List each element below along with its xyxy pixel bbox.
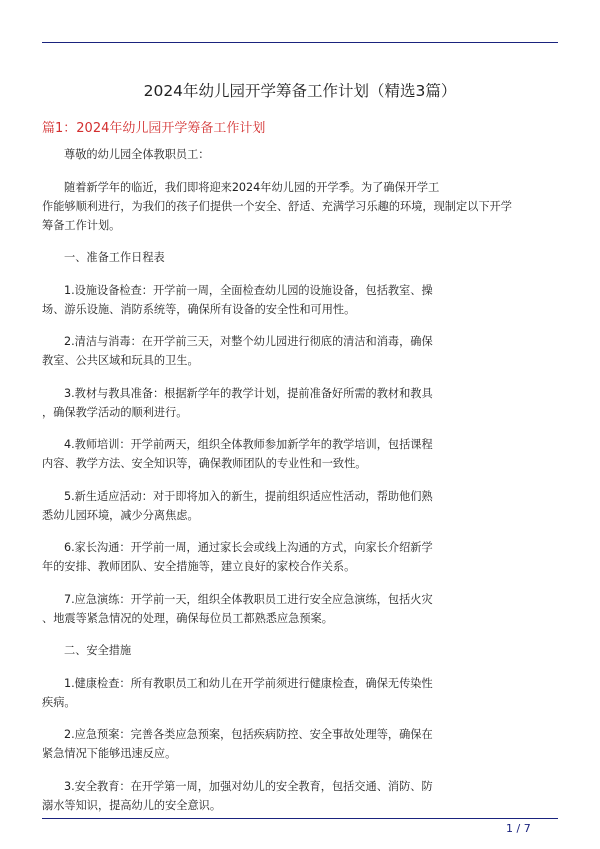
paragraph-line: 1.设施设备检查：开学前一周，全面检查幼儿园的设施设备，包括教室、操 bbox=[64, 283, 433, 297]
paragraph-line: 、地震等紧急情况的处理，确保每位员工都熟悉应急预案。 bbox=[42, 611, 333, 625]
paragraph-line: 场、游乐设施、消防系统等，确保所有设备的安全性和可用性。 bbox=[42, 302, 356, 316]
paragraph bbox=[42, 674, 558, 712]
paragraph-line: 尊敬的幼儿园全体教职员工： bbox=[64, 148, 210, 161]
paragraph bbox=[42, 590, 558, 628]
paragraph-line: 5.新生适应活动：对于即将加入的新生，提前组织适应性活动，帮助他们熟 bbox=[64, 489, 433, 503]
paragraph-line: 3.教材与教具准备：根据新学年的教学计划，提前准备好所需的教材和教具 bbox=[64, 386, 433, 400]
paragraph-line: 3.安全教育：在开学第一周，加强对幼儿的安全教育，包括交通、消防、防 bbox=[64, 779, 433, 793]
paragraph bbox=[42, 248, 558, 267]
paragraph-line: 2.应急预案：完善各类应急预案，包括疾病防控、安全事故处理等，确保在 bbox=[64, 728, 433, 741]
paragraph bbox=[42, 332, 558, 370]
paragraph bbox=[42, 777, 558, 815]
paragraph-line: 紧急情况下能够迅速反应。 bbox=[42, 747, 177, 760]
paragraph-line: 悉幼儿园环境，减少分离焦虑。 bbox=[42, 508, 199, 522]
paragraph-line: 6.家长沟通：开学前一周，通过家长会或线上沟通的方式，向家长介绍新学 bbox=[64, 541, 433, 554]
footer-rule bbox=[42, 818, 558, 819]
paragraph-line: 7.应急演练：开学前一天，组织全体教职员工进行安全应急演练，包括火灾 bbox=[64, 592, 433, 606]
paragraph bbox=[42, 725, 558, 763]
paragraph-line: 4.教师培训：开学前两天，组织全体教师参加新学年的教学培训，包括课程 bbox=[64, 438, 433, 451]
header-rule bbox=[42, 42, 558, 43]
paragraph bbox=[42, 435, 558, 473]
paragraph-line: 2.清洁与消毒：在开学前三天，对整个幼儿园进行彻底的清洁和消毒，确保 bbox=[64, 335, 433, 348]
paragraph-line: 年的安排、教师团队、安全措施等，建立良好的家校合作关系。 bbox=[42, 560, 356, 573]
paragraph bbox=[42, 281, 558, 319]
document-title: 2024年幼儿园开学筹备工作计划（精选3篇） bbox=[143, 82, 457, 100]
paragraph-line: 一、准备工作日程表 bbox=[64, 251, 165, 264]
paragraph bbox=[42, 178, 558, 235]
paragraph-line: 溺水等知识，提高幼儿的安全意识。 bbox=[42, 798, 222, 812]
paragraph bbox=[42, 384, 558, 422]
document-body bbox=[42, 145, 558, 828]
section-heading: 篇1：2024年幼儿园开学筹备工作计划 bbox=[42, 121, 266, 136]
paragraph-line: 1.健康检查：所有教职员工和幼儿在开学前须进行健康检查，确保无传染性 bbox=[64, 676, 433, 690]
paragraph-line: 疾病。 bbox=[42, 695, 76, 709]
paragraph-line: ，确保教学活动的顺利进行。 bbox=[42, 405, 188, 419]
paragraph-line: 筹备工作计划。 bbox=[42, 218, 121, 232]
paragraph-line: 作能够顺利进行，为我们的孩子们提供一个安全、舒适、充满学习乐趣的环境，现制定以下开学 bbox=[42, 199, 512, 213]
paragraph bbox=[42, 538, 558, 576]
paragraph bbox=[42, 641, 558, 660]
paragraph bbox=[42, 487, 558, 525]
paragraph-line: 内容、教学方法、安全知识等，确保教师团队的专业性和一致性。 bbox=[42, 457, 367, 470]
page-number: 1 / 7 bbox=[506, 822, 531, 835]
paragraph-line: 随着新学年的临近，我们即将迎来2024年幼儿园的开学季。为了确保开学工 bbox=[64, 180, 440, 194]
paragraph-line: 二、安全措施 bbox=[64, 644, 132, 657]
paragraph-line: 教室、公共区域和玩具的卫生。 bbox=[42, 354, 199, 367]
paragraph bbox=[42, 145, 558, 164]
